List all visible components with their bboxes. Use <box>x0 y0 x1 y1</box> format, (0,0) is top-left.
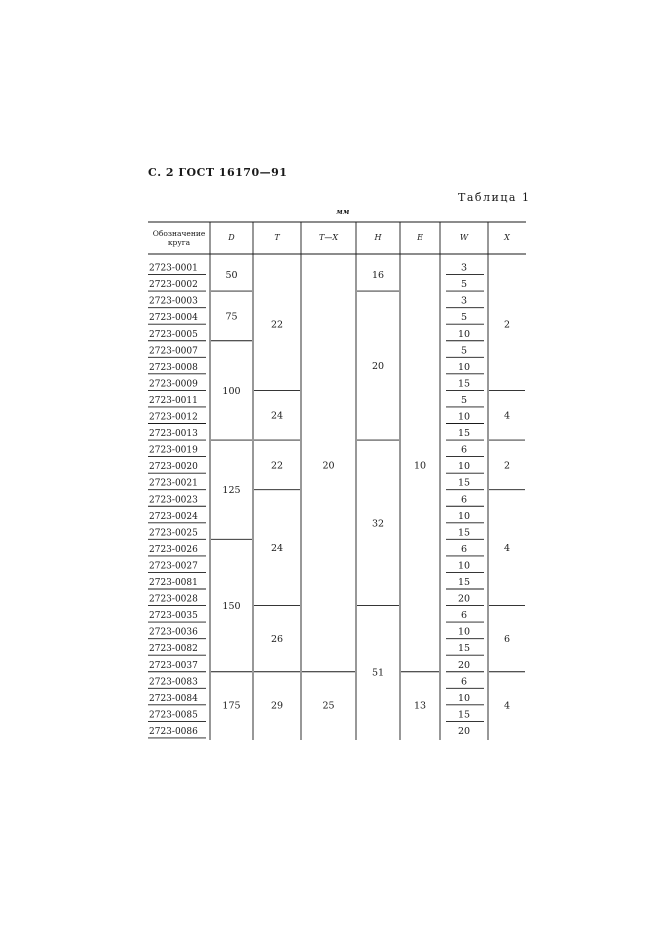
cell-tx-value: 25 <box>322 700 335 712</box>
w-value: 10 <box>457 461 471 473</box>
w-value: 10 <box>457 411 471 423</box>
cell-e-value: 10 <box>413 460 427 472</box>
row-code: 2723-0084 <box>149 693 198 704</box>
cell-d-value: 175 <box>222 700 241 712</box>
cell-t-value: 22 <box>270 319 284 331</box>
w-value: 6 <box>460 543 468 555</box>
w-value: 15 <box>457 477 471 489</box>
row-code: 2723-0025 <box>149 528 198 539</box>
cell-d-value: 75 <box>225 311 238 323</box>
cell-x-value: 2 <box>503 460 511 472</box>
row-code: 2723-0035 <box>149 611 198 622</box>
row-code: 2723-0026 <box>149 544 198 555</box>
cell-t-value: 26 <box>270 634 284 646</box>
cell-e-value: 13 <box>413 700 427 712</box>
w-value: 10 <box>457 560 471 572</box>
col-header-designation-line2: круга <box>167 238 191 247</box>
w-value: 6 <box>460 444 468 456</box>
cell-x-value: 6 <box>503 634 511 646</box>
cell-x-value: 4 <box>503 700 511 712</box>
cell-t-value: 24 <box>270 543 284 555</box>
col-header-x: X <box>504 233 510 242</box>
col-header-e: E <box>417 233 423 242</box>
col-header-d: D <box>228 233 235 242</box>
row-code: 2723-0007 <box>149 346 198 357</box>
w-value: 15 <box>457 577 471 588</box>
row-code: 2723-0013 <box>149 429 198 440</box>
cell-x-value: 4 <box>503 410 511 422</box>
w-value: 15 <box>457 428 471 440</box>
w-value: 15 <box>457 527 471 539</box>
w-value: 10 <box>457 510 471 522</box>
row-code: 2723-0009 <box>149 379 198 390</box>
w-value: 10 <box>457 626 471 638</box>
w-value: 10 <box>457 328 471 340</box>
row-code: 2723-0028 <box>149 594 198 605</box>
w-value: 15 <box>457 709 471 721</box>
row-code: 2723-0005 <box>149 329 198 340</box>
w-value: 6 <box>460 610 468 622</box>
row-code: 2723-0011 <box>149 395 198 406</box>
col-header-w: W <box>459 233 469 242</box>
w-value: 20 <box>457 725 471 737</box>
row-code: 2723-0002 <box>149 280 198 291</box>
cell-h-value: 16 <box>371 270 385 282</box>
cell-d-value: 50 <box>225 270 238 282</box>
cell-t-value: 29 <box>270 700 284 712</box>
table-label: Таблица 1 <box>458 191 531 204</box>
w-value: 3 <box>460 262 468 274</box>
row-code: 2723-0083 <box>149 677 198 688</box>
row-code: 2723-0021 <box>149 478 198 489</box>
cell-d-value: 100 <box>222 385 241 397</box>
cell-x-value: 2 <box>503 319 511 331</box>
col-header-t: T <box>274 233 280 242</box>
w-value: 15 <box>457 643 471 655</box>
row-code: 2723-0085 <box>149 710 198 721</box>
row-code: 2723-0027 <box>149 561 198 572</box>
w-value: 15 <box>457 378 471 390</box>
unit-label: мм <box>336 207 350 216</box>
row-code: 2723-0008 <box>149 362 198 373</box>
w-value: 10 <box>457 361 471 373</box>
row-code: 2723-0023 <box>149 495 198 506</box>
col-header-designation-line1: Обозначение <box>152 229 206 238</box>
row-code: 2723-0004 <box>149 313 198 324</box>
w-value: 5 <box>460 312 468 324</box>
cell-h-value: 32 <box>371 518 385 530</box>
w-value: 5 <box>460 394 468 406</box>
w-value: 5 <box>460 279 468 291</box>
cell-d-value: 150 <box>222 601 241 613</box>
w-value: 20 <box>457 593 471 605</box>
cell-x-value: 4 <box>503 543 511 555</box>
cell-h-value: 51 <box>371 667 385 679</box>
row-code: 2723-0036 <box>149 627 198 638</box>
row-code: 2723-0082 <box>149 644 198 655</box>
cell-t-value: 22 <box>270 460 284 472</box>
row-code: 2723-0001 <box>149 263 198 274</box>
row-code: 2723-0086 <box>149 726 198 737</box>
w-value: 6 <box>460 676 468 688</box>
row-code: 2723-0003 <box>149 296 198 307</box>
row-code: 2723-0081 <box>149 578 198 588</box>
cell-d-value: 125 <box>222 485 241 497</box>
page-header: С. 2 ГОСТ 16170—91 <box>148 166 288 179</box>
col-header-tx: T—X <box>318 233 339 242</box>
row-code: 2723-0012 <box>149 412 198 423</box>
col-header-h: H <box>374 233 382 242</box>
row-code: 2723-0024 <box>149 511 198 522</box>
row-code: 2723-0037 <box>149 660 198 671</box>
cell-tx-value: 20 <box>322 460 335 472</box>
w-value: 10 <box>457 692 471 704</box>
row-code: 2723-0019 <box>149 445 198 456</box>
cell-h-value: 20 <box>371 361 385 373</box>
cell-t-value: 24 <box>270 410 284 422</box>
w-value: 6 <box>460 494 468 506</box>
row-code: 2723-0020 <box>149 462 198 473</box>
w-value: 3 <box>460 295 468 307</box>
w-value: 20 <box>457 659 471 671</box>
w-value: 5 <box>460 345 468 357</box>
